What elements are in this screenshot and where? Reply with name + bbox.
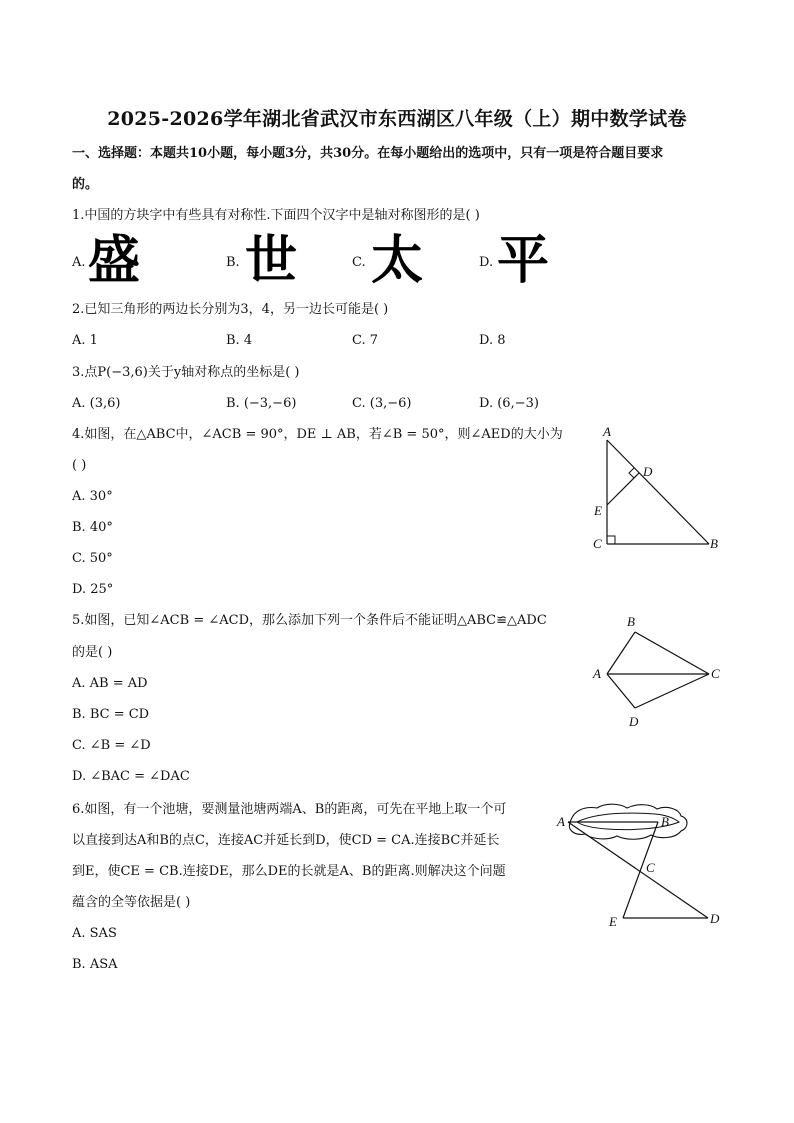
q1-option-c-label: C.: [352, 255, 366, 270]
q4-label-b: B: [710, 536, 718, 551]
section-header-line1: 一、选择题：本题共10小题，每小题3分，共30分。在每小题给出的选项中，只有一项是符合题目要求: [72, 146, 664, 161]
q2-option-b: B. 4: [226, 333, 253, 348]
q4-right-angle-c: [607, 536, 615, 544]
q3-option-a: A. (3,6): [72, 396, 121, 411]
q1-option-d-label: D.: [479, 255, 494, 270]
q4-triangle-figure: [585, 420, 735, 560]
q5-label-b: B: [627, 614, 635, 629]
q1-option-b-char: 世: [245, 231, 298, 291]
q5-label-a: A: [593, 666, 601, 681]
q5-segment-ad: [607, 674, 635, 708]
q5-stem-line2: 的是( ): [72, 645, 113, 660]
q4-label-e: E: [594, 503, 602, 518]
q5-stem-line1: 5.如图，已知∠ACB = ∠ACD，那么添加下列一个条件后不能证明△ABC≌△ADC: [72, 613, 547, 628]
q5-option-a: A. AB = AD: [72, 676, 148, 691]
q3-stem: 3.点P(−3,6)关于y轴对称点的坐标是( ): [72, 365, 300, 380]
q6-label-e: E: [609, 914, 617, 929]
q5-segment-ab: [607, 632, 635, 674]
q6-label-c: C: [646, 860, 655, 875]
section-header-line2: 的。: [72, 177, 99, 192]
q6-label-b: B: [661, 814, 669, 829]
q4-option-a: A. 30°: [72, 489, 113, 504]
q1-stem: 1.中国的方块字中有些具有对称性.下面四个汉字中是轴对称图形的是( ): [72, 208, 480, 223]
q6-stem-line2: 以直接到达A和B的点C，连接AC并延长到D，使CD = CA.连接BC并延长: [72, 833, 500, 848]
q2-option-c: C. 7: [352, 333, 379, 348]
q1-option-c-char: 太: [371, 231, 424, 291]
q6-label-a: A: [557, 814, 565, 829]
q5-segment-bc: [635, 632, 709, 674]
q4-right-angle-d: [629, 468, 634, 478]
q4-label-d: D: [643, 464, 653, 479]
q2-option-a: A. 1: [72, 333, 98, 348]
q6-stem-line4: 蕴含的全等依据是( ): [72, 895, 191, 910]
q2-stem: 2.已知三角形的两边长分别为3，4，另一边长可能是( ): [72, 302, 389, 317]
q5-option-c: C. ∠B = ∠D: [72, 738, 151, 753]
q4-label-c: C: [593, 536, 602, 551]
q4-side-ab: [607, 440, 709, 544]
q5-kite-figure: [585, 608, 735, 733]
q6-option-b: B. ASA: [72, 957, 118, 972]
q2-option-d: D. 8: [479, 333, 506, 348]
q6-pond-figure: [555, 798, 730, 938]
q6-label-d: D: [710, 911, 720, 926]
q5-option-b: B. BC = CD: [72, 707, 150, 722]
q6-segment-ad: [568, 822, 708, 918]
q4-option-c: C. 50°: [72, 551, 113, 566]
q6-stem-line3: 到E，使CE = CB.连接DE，那么DE的长就是A、B的距离.则解决这个问题: [72, 864, 506, 879]
q5-label-c: C: [711, 666, 720, 681]
q4-stem-line2: ( ): [72, 458, 87, 473]
q4-label-a: A: [603, 424, 611, 439]
q4-option-b: B. 40°: [72, 520, 113, 535]
q5-segment-dc: [635, 674, 709, 708]
q1-option-a-char: 盛: [88, 231, 141, 291]
q1-option-a-label: A.: [72, 255, 86, 270]
q5-option-d: D. ∠BAC = ∠DAC: [72, 769, 190, 784]
q1-option-b-label: B.: [226, 255, 240, 270]
q1-option-d-char: 平: [497, 231, 550, 291]
q3-option-c: C. (3,−6): [352, 396, 412, 411]
q6-option-a: A. SAS: [72, 926, 117, 941]
q3-option-b: B. (−3,−6): [226, 396, 297, 411]
page-title: 2025-2026学年湖北省武汉市东西湖区八年级（上）期中数学试卷: [107, 108, 687, 130]
q5-label-d: D: [629, 714, 639, 729]
q3-option-d: D. (6,−3): [479, 396, 539, 411]
q4-option-d: D. 25°: [72, 582, 114, 597]
q6-stem-line1: 6.如图，有一个池塘，要测量池塘两端A、B的距离，可先在平地上取一个可: [72, 802, 507, 817]
q4-stem-line1: 4.如图，在△ABC中，∠ACB = 90°，DE ⊥ AB，若∠B = 50°，则∠AED的大小为: [72, 427, 563, 442]
